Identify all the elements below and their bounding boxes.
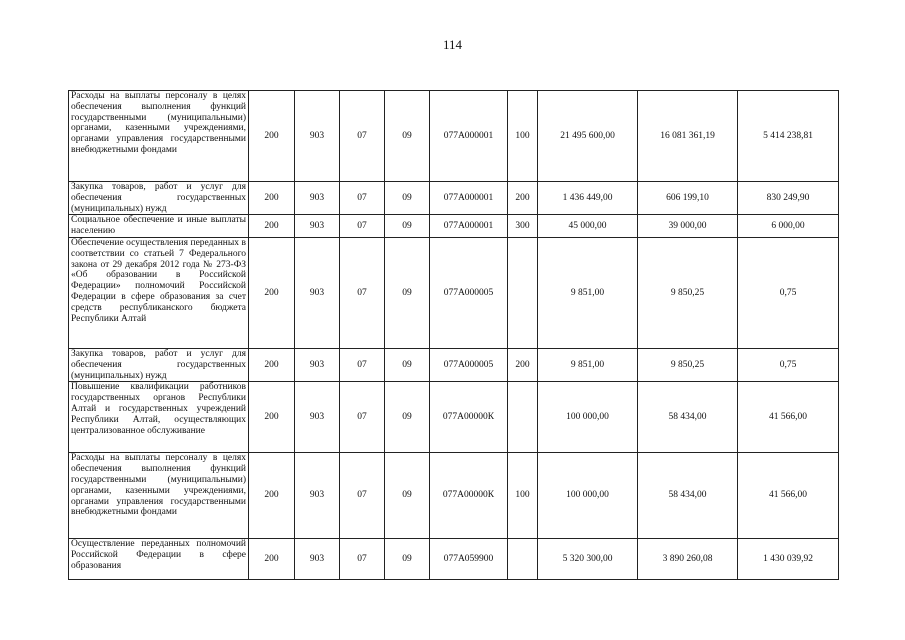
row-target: 077А000001	[430, 215, 508, 238]
row-subsection: 09	[385, 453, 430, 539]
row-subsection: 09	[385, 539, 430, 580]
row-target: 077А000005	[430, 237, 508, 348]
row-fact: 9 850,25	[638, 237, 738, 348]
row-fact: 58 434,00	[638, 382, 738, 453]
row-remainder: 5 414 238,81	[738, 91, 839, 182]
row-admin: 200	[249, 348, 295, 381]
row-type: 200	[508, 348, 538, 381]
row-target: 077А000001	[430, 182, 508, 215]
row-grbs: 903	[295, 453, 340, 539]
row-section: 07	[340, 382, 385, 453]
table-row	[69, 539, 839, 580]
budget-table	[68, 90, 839, 580]
row-admin: 200	[249, 539, 295, 580]
row-admin: 200	[249, 215, 295, 238]
table-row	[69, 237, 839, 348]
row-plan: 5 320 300,00	[538, 539, 638, 580]
row-fact: 606 199,10	[638, 182, 738, 215]
row-remainder: 0,75	[738, 237, 839, 348]
row-subsection: 09	[385, 215, 430, 238]
row-plan: 21 495 600,00	[538, 91, 638, 182]
row-section: 07	[340, 453, 385, 539]
row-grbs: 903	[295, 348, 340, 381]
row-name: Закупка товаров, работ и услуг для обеспечения государственных (муниципальных) нужд	[69, 348, 249, 381]
row-plan: 9 851,00	[538, 348, 638, 381]
row-admin: 200	[249, 382, 295, 453]
row-remainder: 41 566,00	[738, 453, 839, 539]
row-grbs: 903	[295, 182, 340, 215]
row-target: 077А000005	[430, 348, 508, 381]
table-row	[69, 348, 839, 381]
row-target: 077А00000К	[430, 453, 508, 539]
row-admin: 200	[249, 453, 295, 539]
row-subsection: 09	[385, 182, 430, 215]
table-row	[69, 91, 839, 182]
row-grbs: 903	[295, 237, 340, 348]
row-remainder: 6 000,00	[738, 215, 839, 238]
row-fact: 58 434,00	[638, 453, 738, 539]
row-subsection: 09	[385, 382, 430, 453]
row-section: 07	[340, 237, 385, 348]
row-fact: 9 850,25	[638, 348, 738, 381]
page-number: 114	[442, 37, 463, 52]
row-name: Расходы на выплаты персоналу в целях обеспечения выполнения функций государственными (муниципальными) органами, казенными учреждениями, органами управления государственными внебюджетными фондами	[69, 453, 249, 539]
row-name: Закупка товаров, работ и услуг для обеспечения государственных (муниципальных) нужд	[69, 182, 249, 215]
row-type: 200	[508, 182, 538, 215]
table-row	[69, 453, 839, 539]
row-name: Обеспечение осуществления переданных в соответствии со статьей 7 Федерального закона от 29 декабря 2012 года № 273-ФЗ «Об образовании в Российской Федерации» полномочий Российской Федерации в сфере образования за счет средств республиканского бюджета Республики Алтай	[69, 237, 249, 348]
row-name: Социальное обеспечение и иные выплаты населению	[69, 215, 249, 238]
row-plan: 1 436 449,00	[538, 182, 638, 215]
row-section: 07	[340, 182, 385, 215]
row-plan: 100 000,00	[538, 382, 638, 453]
row-type: 100	[508, 453, 538, 539]
row-plan: 45 000,00	[538, 215, 638, 238]
table-row	[69, 182, 839, 215]
row-target: 077А059900	[430, 539, 508, 580]
row-plan: 9 851,00	[538, 237, 638, 348]
row-type	[508, 237, 538, 348]
row-grbs: 903	[295, 539, 340, 580]
row-type	[508, 539, 538, 580]
row-admin: 200	[249, 182, 295, 215]
row-fact: 3 890 260,08	[638, 539, 738, 580]
row-name: Осуществление переданных полномочий Российской Федерации в сфере образования	[69, 539, 249, 580]
row-name: Повышение квалификации работников государственных органов Республики Алтай и государственных учреждений Республики Алтай, осуществляющих централизованное обслуживание	[69, 382, 249, 453]
row-section: 07	[340, 91, 385, 182]
row-name: Расходы на выплаты персоналу в целях обеспечения выполнения функций государственными (муниципальными) органами, казенными учреждениями, органами управления государственными внебюджетными фондами	[69, 91, 249, 182]
row-grbs: 903	[295, 91, 340, 182]
row-subsection: 09	[385, 237, 430, 348]
row-fact: 16 081 361,19	[638, 91, 738, 182]
row-plan: 100 000,00	[538, 453, 638, 539]
row-admin: 200	[249, 237, 295, 348]
row-type: 100	[508, 91, 538, 182]
row-type	[508, 382, 538, 453]
row-grbs: 903	[295, 382, 340, 453]
row-grbs: 903	[295, 215, 340, 238]
row-target: 077А000001	[430, 91, 508, 182]
row-subsection: 09	[385, 91, 430, 182]
row-remainder: 1 430 039,92	[738, 539, 839, 580]
table-row	[69, 215, 839, 238]
row-fact: 39 000,00	[638, 215, 738, 238]
row-remainder: 41 566,00	[738, 382, 839, 453]
row-remainder: 830 249,90	[738, 182, 839, 215]
row-section: 07	[340, 215, 385, 238]
row-subsection: 09	[385, 348, 430, 381]
row-target: 077А00000К	[430, 382, 508, 453]
row-type: 300	[508, 215, 538, 238]
row-section: 07	[340, 539, 385, 580]
row-admin: 200	[249, 91, 295, 182]
row-section: 07	[340, 348, 385, 381]
row-remainder: 0,75	[738, 348, 839, 381]
table-row	[69, 382, 839, 453]
